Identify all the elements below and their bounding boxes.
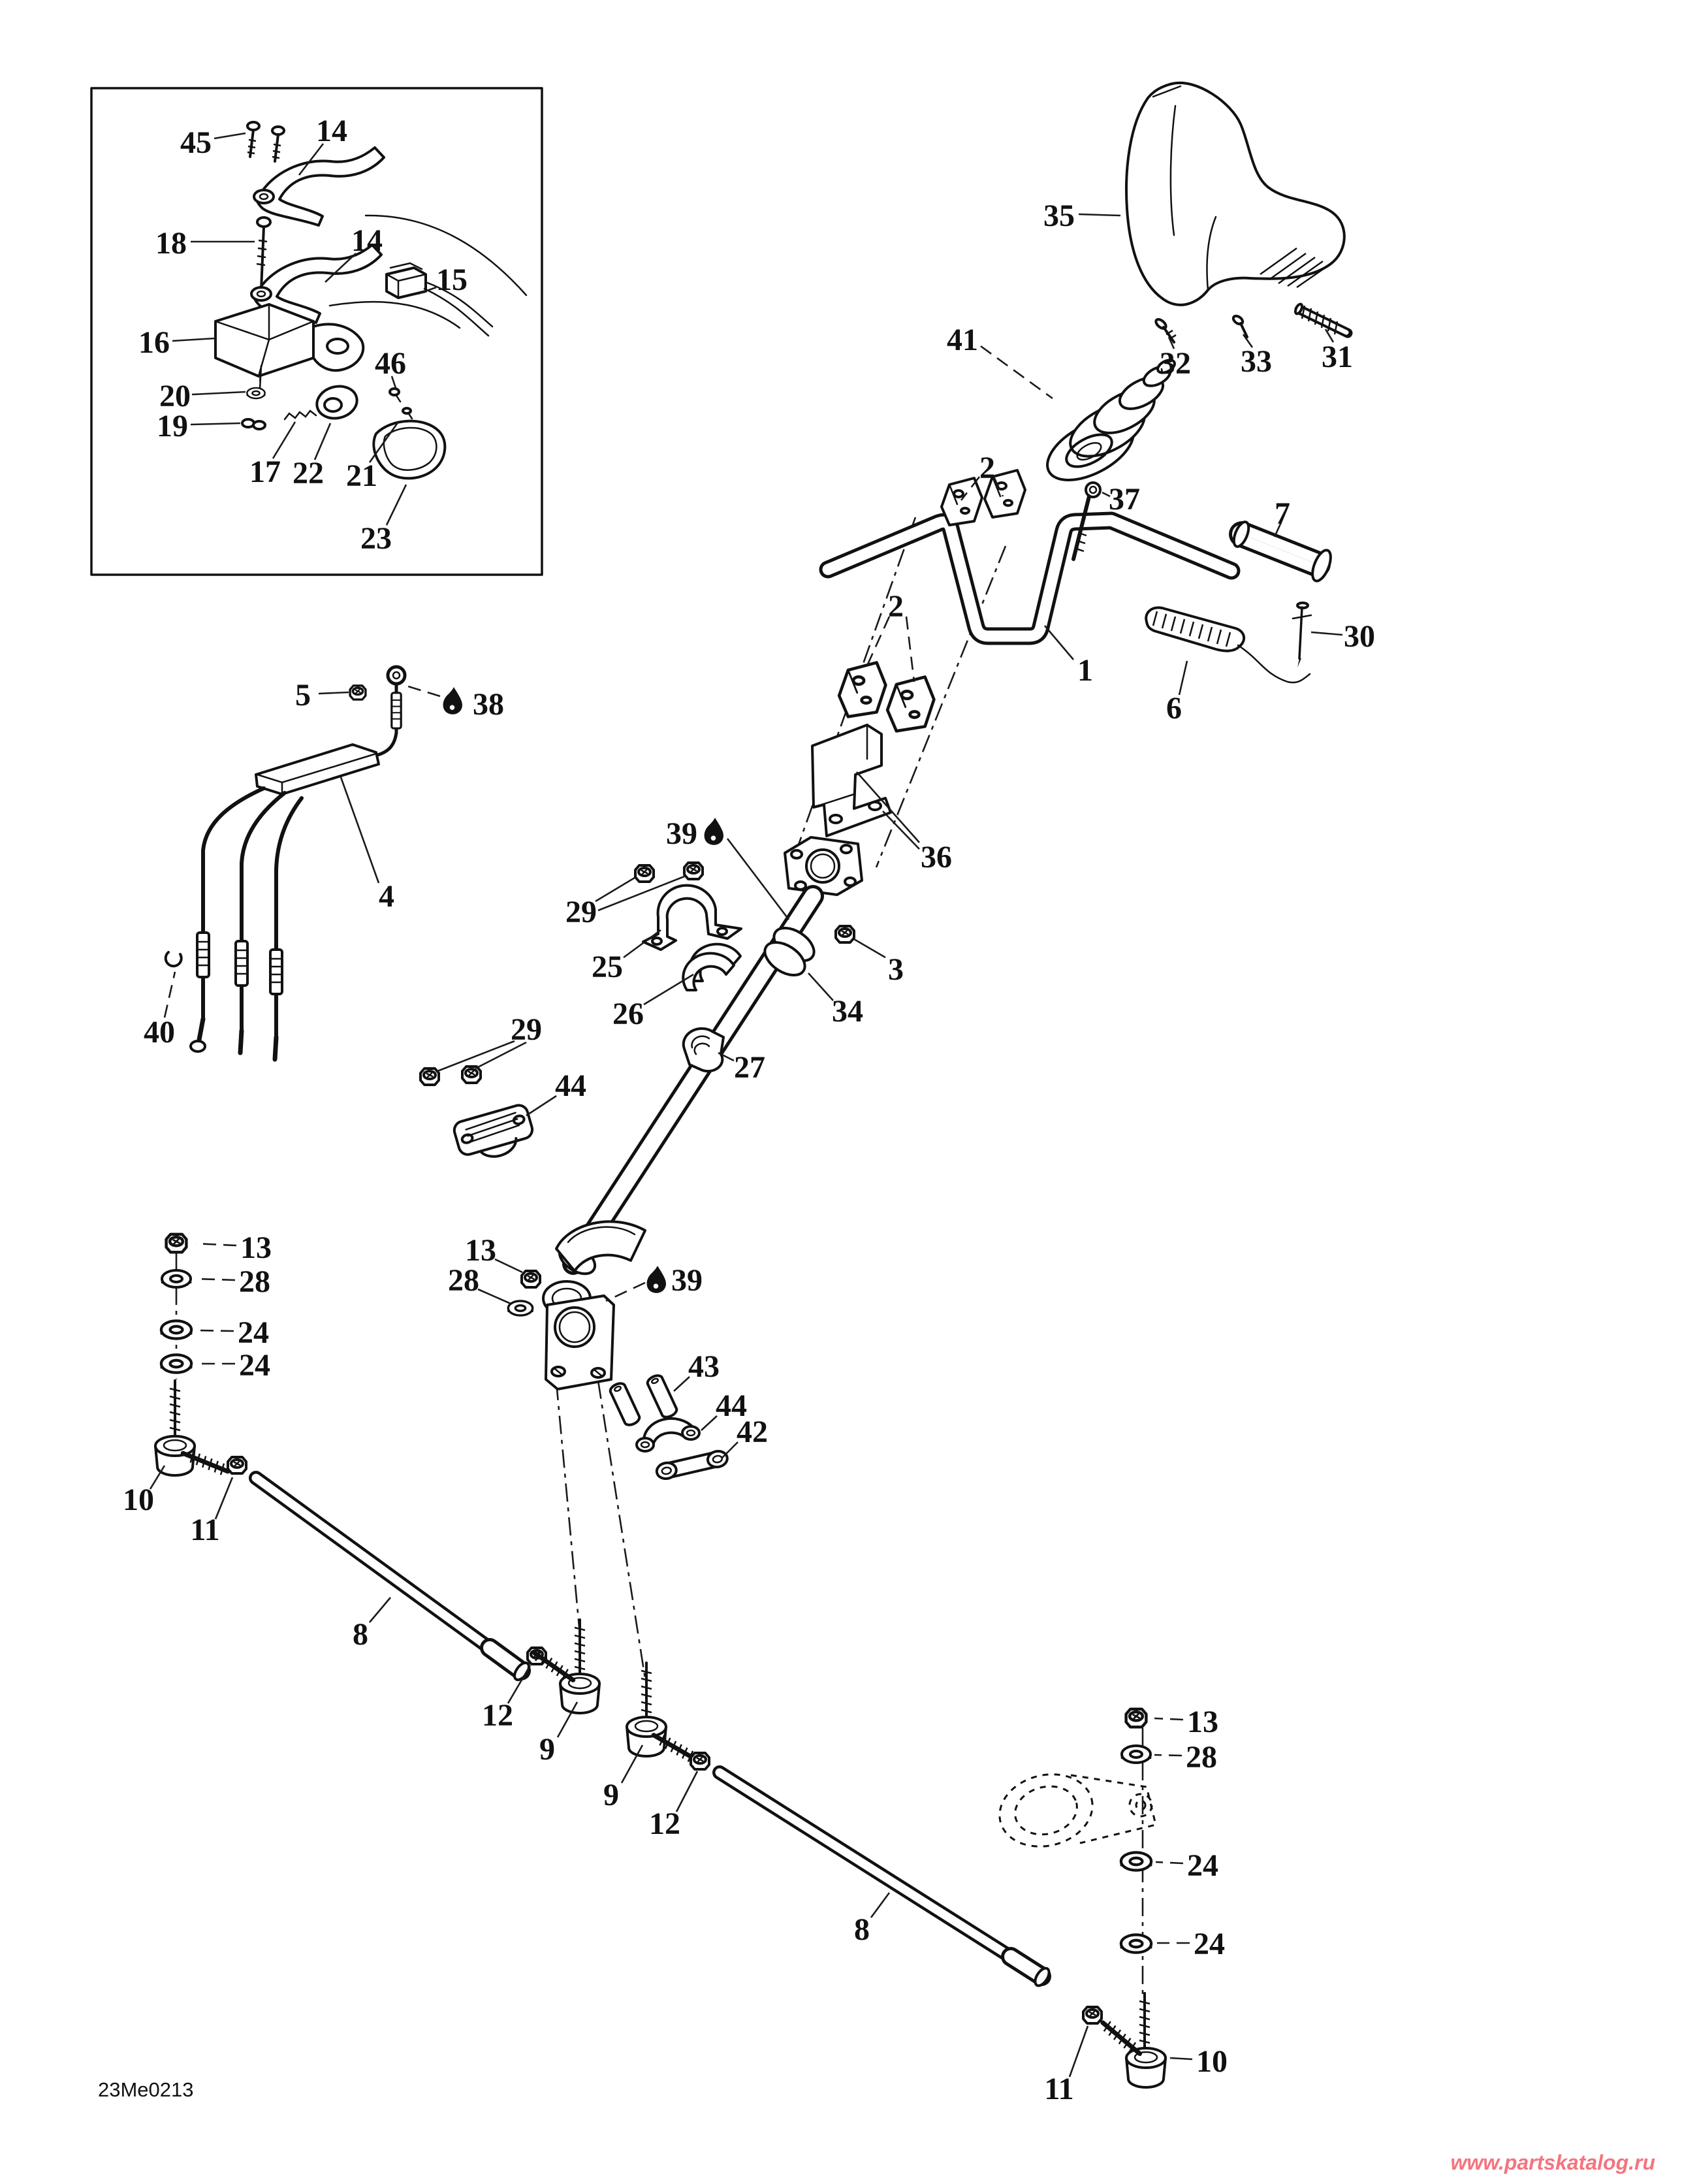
part-label-26: 26 — [612, 997, 644, 1031]
screws-45 — [247, 122, 284, 161]
part-label-29: 29 — [565, 895, 597, 929]
throttle-cable-4 — [191, 667, 405, 1059]
leader-line-3 — [854, 939, 885, 957]
part-label-17: 17 — [249, 455, 281, 489]
part-label-10: 10 — [1196, 2044, 1228, 2079]
part-label-18: 18 — [155, 226, 187, 261]
leader-line-30 — [1311, 632, 1342, 635]
cable-clip-40 — [166, 952, 182, 966]
housing-cover-22 — [313, 382, 360, 423]
leader-line-28 — [1154, 1755, 1182, 1756]
leader-line-28 — [196, 1279, 235, 1280]
part-label-13: 13 — [1187, 1705, 1218, 1739]
part-label-2: 2 — [888, 589, 904, 624]
part-label-33: 33 — [1241, 344, 1272, 379]
part-label-13: 13 — [465, 1233, 496, 1268]
leader-line-5 — [319, 692, 349, 694]
spring-17 — [285, 411, 316, 419]
part-label-12: 12 — [649, 1807, 680, 1841]
leader-line-36 — [883, 811, 919, 849]
clamp-nut-29 — [462, 1067, 481, 1083]
cotter-pin-30 — [1293, 603, 1311, 667]
part-label-13: 13 — [240, 1230, 272, 1265]
handlebar-clamp-blocks-2 — [839, 663, 934, 731]
part-label-39: 39 — [671, 1263, 703, 1298]
clamp-nut-29 — [635, 865, 654, 882]
part-label-43: 43 — [688, 1349, 720, 1384]
part-label-12: 12 — [482, 1698, 513, 1733]
cable-nut-5 — [350, 686, 366, 699]
washer-20 — [247, 388, 264, 398]
column-bushing-26 — [683, 944, 740, 990]
spacer-43 — [646, 1373, 678, 1419]
part-label-20: 20 — [159, 379, 191, 413]
flange-nut-3 — [836, 926, 854, 942]
part-label-39: 39 — [666, 816, 697, 851]
screw-32 — [1154, 317, 1176, 342]
part-label-40: 40 — [144, 1015, 175, 1050]
leader-line-43 — [674, 1377, 690, 1391]
part-label-23: 23 — [360, 521, 392, 556]
part-label-24: 24 — [239, 1348, 270, 1383]
grease-symbol-icon — [443, 687, 462, 715]
jam-nut-11 — [228, 1457, 246, 1473]
leader-line-42 — [722, 1442, 738, 1458]
part-label-44: 44 — [716, 1389, 747, 1423]
leader-line-6 — [1179, 661, 1187, 695]
leader-line-22 — [315, 423, 330, 460]
frame-ring-bracket — [992, 1765, 1156, 1856]
part-label-24: 24 — [1187, 1848, 1218, 1883]
part-label-42: 42 — [737, 1415, 768, 1449]
leader-line-35 — [1079, 214, 1120, 216]
tie-rod-end-10 — [1099, 1993, 1166, 2087]
column-clamp-25 — [643, 886, 741, 950]
part-label-24: 24 — [238, 1315, 269, 1350]
leader-line-44 — [701, 1416, 717, 1430]
steering-link-42 — [655, 1450, 729, 1481]
jam-nut-11 — [1083, 2007, 1102, 2023]
steering-boot-41 — [1038, 357, 1177, 492]
leader-line-16 — [172, 338, 215, 341]
leader-line-20 — [192, 392, 246, 394]
grease-symbol-icon — [647, 1266, 666, 1293]
leader-line-19 — [191, 423, 240, 425]
leader-line-8 — [370, 1598, 390, 1622]
steering-clamp-44 — [452, 1103, 537, 1166]
spacer-43 — [609, 1381, 641, 1427]
part-label-4: 4 — [379, 879, 394, 914]
washer-28 — [508, 1301, 532, 1315]
part-label-6: 6 — [1166, 691, 1182, 726]
part-label-41: 41 — [947, 323, 978, 357]
leader-line-44 — [526, 1096, 556, 1116]
part-label-29: 29 — [511, 1012, 542, 1047]
part-label-5: 5 — [295, 678, 311, 713]
screw-21 — [403, 408, 412, 419]
leader-line-28 — [478, 1289, 511, 1304]
steering-column-flange — [785, 837, 862, 895]
part-label-19: 19 — [157, 409, 188, 443]
leader-line-8 — [871, 1893, 889, 1918]
leader-line-11 — [1070, 2026, 1088, 2077]
part-label-35: 35 — [1043, 199, 1075, 233]
leader-line-12 — [676, 1771, 697, 1812]
screw-33 — [1232, 314, 1247, 337]
part-label-46: 46 — [375, 346, 406, 381]
part-label-10: 10 — [123, 1483, 154, 1517]
grip-heater-6 — [1146, 607, 1310, 682]
part-label-28: 28 — [448, 1263, 479, 1298]
part-label-37: 37 — [1109, 482, 1140, 517]
part-label-9: 9 — [539, 1732, 555, 1767]
part-label-1: 1 — [1077, 653, 1093, 688]
nut-19 — [242, 419, 265, 429]
tie-rod-end-10 — [155, 1381, 230, 1477]
part-label-3: 3 — [888, 952, 904, 987]
part-label-7: 7 — [1275, 496, 1290, 531]
leader-line-45 — [214, 133, 246, 138]
leader-line-23 — [387, 485, 406, 525]
leader-line-17 — [273, 422, 295, 458]
part-label-8: 8 — [353, 1617, 368, 1652]
part-label-34: 34 — [832, 994, 863, 1029]
leader-line-40 — [165, 972, 175, 1018]
part-label-11: 11 — [190, 1513, 220, 1547]
nut-13 — [522, 1271, 540, 1287]
part-label-24: 24 — [1194, 1927, 1225, 1961]
throttle-lever-14a — [254, 148, 384, 225]
part-label-27: 27 — [734, 1050, 765, 1085]
part-label-16: 16 — [138, 325, 170, 360]
leader-line-24 — [197, 1330, 234, 1331]
part-label-15: 15 — [436, 263, 468, 297]
leader-line-13 — [1154, 1718, 1183, 1720]
part-label-11: 11 — [1044, 2072, 1074, 2106]
part-label-21: 21 — [346, 458, 377, 493]
leader-line-13 — [495, 1259, 522, 1272]
leader-line-39 — [606, 1283, 645, 1301]
part-label-28: 28 — [239, 1264, 270, 1299]
clamp-nut-29 — [420, 1068, 439, 1085]
handlebar-pad-35 — [1126, 83, 1344, 305]
leader-line-39 — [727, 839, 789, 920]
part-label-28: 28 — [1186, 1740, 1217, 1774]
part-label-44: 44 — [555, 1068, 586, 1103]
part-label-14: 14 — [351, 223, 383, 258]
part-label-14: 14 — [316, 114, 347, 148]
clamp-nut-29 — [684, 863, 703, 879]
leader-line-2 — [906, 617, 914, 682]
grease-symbol-icon — [705, 818, 723, 845]
part-labels-layer — [123, 114, 1375, 2106]
column-lower-plate — [546, 1296, 614, 1389]
leader-line-24 — [1156, 1862, 1183, 1863]
lever-cover-23 — [373, 421, 445, 479]
watermark-link[interactable]: www.partskatalog.ru — [1450, 2151, 1655, 2174]
throttle-housing-16 — [215, 304, 363, 389]
part-label-25: 25 — [592, 950, 623, 984]
part-label-2: 2 — [979, 451, 995, 485]
leader-line-1 — [1045, 626, 1073, 660]
grease-symbols-layer — [443, 687, 723, 1293]
tie-rod-8 — [256, 1478, 532, 1682]
tie-rod-8 — [720, 1773, 1052, 1988]
part-label-45: 45 — [180, 125, 212, 160]
part-label-22: 22 — [293, 456, 324, 490]
steering-support-bracket-36 — [812, 725, 891, 836]
part-label-36: 36 — [921, 840, 952, 875]
threaded-stud-31 — [1294, 303, 1348, 334]
leader-line-34 — [808, 973, 833, 1001]
leader-line-10 — [1170, 2058, 1192, 2059]
part-label-32: 32 — [1160, 346, 1191, 381]
leader-line-38 — [406, 686, 440, 696]
leader-line-4 — [341, 777, 379, 883]
leader-line-13 — [196, 1244, 236, 1245]
part-label-8: 8 — [854, 1912, 870, 1947]
right-fastener-stack — [1121, 1709, 1151, 1953]
cable-clip-27 — [684, 1029, 723, 1071]
leader-line-41 — [981, 346, 1053, 398]
tie-rod-end-9 — [627, 1663, 699, 1765]
clamp-44-lower — [637, 1419, 699, 1451]
part-label-38: 38 — [473, 687, 504, 722]
tie-rod-end-9 — [530, 1620, 599, 1713]
part-label-31: 31 — [1322, 340, 1353, 374]
jam-nut-12 — [691, 1753, 709, 1769]
part-label-30: 30 — [1344, 619, 1375, 654]
drawing-number: 23Me0213 — [98, 2078, 194, 2101]
screw-46 — [390, 389, 400, 402]
part-label-9: 9 — [603, 1778, 619, 1812]
